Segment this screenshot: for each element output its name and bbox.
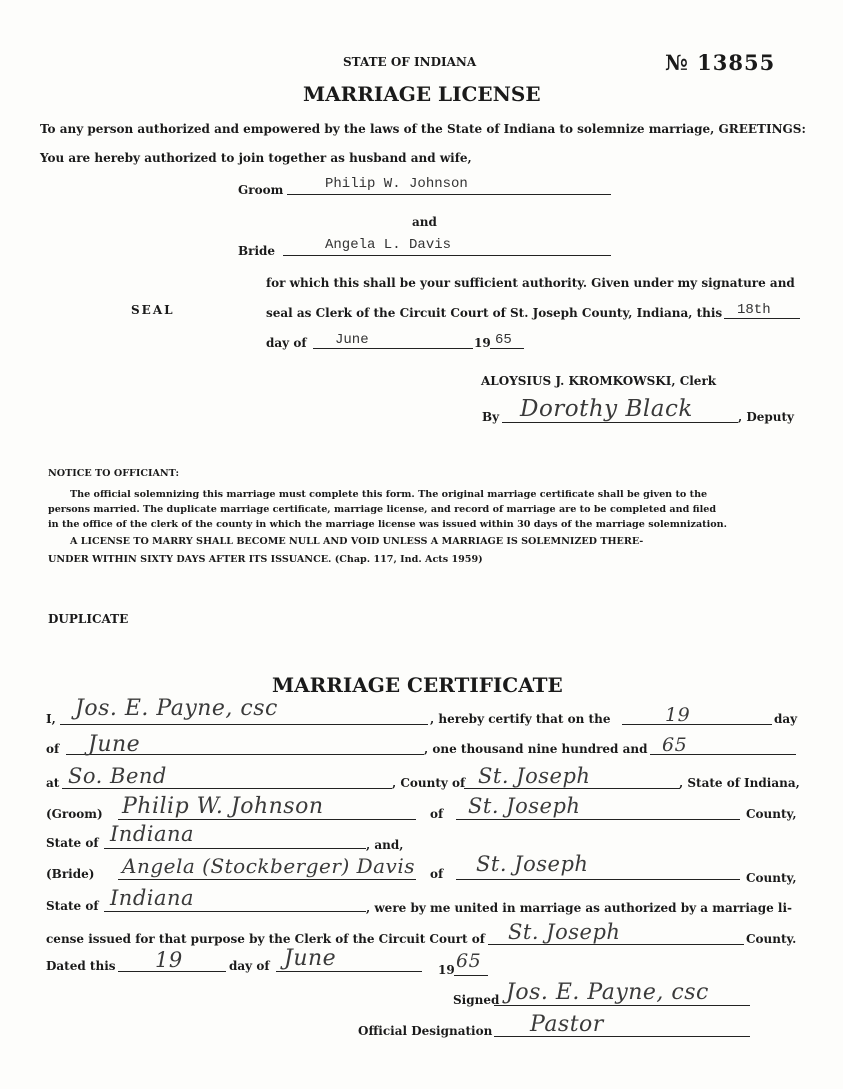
designation-label: Official Designation <box>358 1024 493 1038</box>
year-line <box>490 348 524 349</box>
officiant-line <box>60 724 428 725</box>
bride-state: Indiana <box>110 886 195 910</box>
cert-bride-line <box>118 879 416 880</box>
dated-label: Dated this <box>46 959 116 973</box>
duplicate-label: DUPLICATE <box>48 612 129 626</box>
deputy-line <box>502 422 738 423</box>
designation: Pastor <box>530 1012 604 1037</box>
groom-of-label: of <box>430 807 444 821</box>
groom-county: St. Joseph <box>468 794 581 818</box>
cert-groom-line <box>118 819 416 820</box>
certificate-title: MARRIAGE CERTIFICATE <box>272 673 563 697</box>
clerk-name: ALOYSIUS J. KROMKOWSKI, Clerk <box>481 374 717 388</box>
day-line <box>724 318 800 319</box>
groom-label: (Groom) <box>46 807 103 821</box>
authority-line-1: for which this shall be your sufficient authority. Given under my signature and <box>266 276 795 290</box>
license-day: 18th <box>737 302 771 318</box>
county-line <box>464 788 680 789</box>
cert-month: June <box>88 732 141 757</box>
seal-label: SEAL <box>131 303 175 317</box>
cense-text: cense issued for that purpose by the Clerk of the Circuit Court of <box>46 932 485 946</box>
authority-line-2: seal as Clerk of the Circuit Court of St. Joseph County, Indiana, this <box>266 306 723 320</box>
notice-line-1: The official solemnizing this marriage must complete this form. The original marriage certificate shall be given to the <box>70 489 708 500</box>
county-end: County. <box>746 932 797 946</box>
bride-county: St. Joseph <box>476 852 589 876</box>
bride-state-line <box>104 911 366 912</box>
groom-county-line <box>456 819 740 820</box>
authorized-text: You are hereby authorized to join together as husband and wife, <box>40 151 472 165</box>
notice-line-5: UNDER WITHIN SIXTY DAYS AFTER ITS ISSUANCE. (Chap. 117, Ind. Acts 1959) <box>48 554 483 565</box>
deputy-label: , Deputy <box>738 410 795 424</box>
day-of-label: day of <box>229 959 270 973</box>
groom-line <box>287 194 611 195</box>
license-county-line <box>488 944 744 945</box>
thousand-text: , one thousand nine hundred and <box>424 742 648 756</box>
groom-county-label: County, <box>746 807 797 821</box>
deputy-signature: Dorothy Black <box>520 396 693 422</box>
year-prefix: 19 <box>474 336 491 350</box>
of-label: of <box>46 742 60 756</box>
county-of-label: , County of <box>392 776 466 790</box>
certify-text: , hereby certify that on the <box>430 712 611 726</box>
and-comma: , and, <box>366 838 404 852</box>
cert-day-line <box>622 724 772 725</box>
license-county: St. Joseph <box>508 920 621 944</box>
state-heading: STATE OF INDIANA <box>343 55 477 69</box>
officiant-name: Jos. E. Payne, csc <box>75 696 278 721</box>
cert-county: St. Joseph <box>478 764 591 788</box>
bride-line <box>283 255 611 256</box>
cert-year: 65 <box>662 734 688 756</box>
greeting-text: To any person authorized and empowered by the laws of the State of Indiana to solemnize marriage, GREETINGS: <box>40 122 806 136</box>
dated-year-line <box>454 975 488 976</box>
dated-month-line <box>276 971 422 972</box>
place-line <box>62 788 392 789</box>
day-of-label: day of <box>266 336 307 350</box>
bride-of-label: of <box>430 867 444 881</box>
cert-bride: Angela (Stockberger) Davis <box>122 854 416 878</box>
notice-heading: NOTICE TO OFFICIANT: <box>48 468 180 479</box>
groom-name: Philip W. Johnson <box>325 176 468 192</box>
bride-label: Bride <box>238 244 276 258</box>
state-of-label: State of <box>46 836 99 850</box>
license-number: № 13855 <box>665 50 776 75</box>
officiant-signature: Jos. E. Payne, csc <box>506 980 709 1005</box>
signed-label: Signed <box>453 993 500 1007</box>
cert-groom: Philip W. Johnson <box>122 794 324 819</box>
united-text: , were by me united in marriage as authorized by a marriage li- <box>366 901 792 915</box>
i-label: I, <box>46 712 56 726</box>
notice-line-4: A LICENSE TO MARRY SHALL BECOME NULL AND VOID UNLESS A MARRIAGE IS SOLEMNIZED THERE- <box>70 536 644 547</box>
dated-year: 65 <box>456 950 482 972</box>
dated-month: June <box>284 946 337 971</box>
and-text: and <box>412 215 437 229</box>
day-label: day <box>774 712 798 726</box>
license-month: June <box>335 332 369 348</box>
cert-day: 19 <box>665 704 691 726</box>
bride-county-label: County, <box>746 871 797 885</box>
groom-state-line <box>104 848 366 849</box>
bride-county-line <box>456 879 740 880</box>
groom-state: Indiana <box>110 822 195 846</box>
at-label: at <box>46 776 60 790</box>
bride-label: (Bride) <box>46 867 95 881</box>
dated-day: 19 <box>155 948 183 972</box>
notice-line-2: persons married. The duplicate marriage certificate, marriage license, and record of marriage are to be completed and filed <box>48 504 717 515</box>
license-title: MARRIAGE LICENSE <box>303 82 541 106</box>
notice-line-3: in the office of the clerk of the county in which the marriage license was issued within 30 days of the marriage solemnization. <box>48 519 727 530</box>
dated-year-prefix: 19 <box>438 963 455 977</box>
state-of-indiana-text: , State of Indiana, <box>679 776 800 790</box>
bride-state-of-label: State of <box>46 899 99 913</box>
signature-line <box>494 1005 750 1006</box>
groom-label: Groom <box>238 183 284 197</box>
by-label: By <box>482 410 500 424</box>
license-year: 65 <box>495 332 512 348</box>
cert-place: So. Bend <box>68 764 167 788</box>
month-line <box>313 348 473 349</box>
bride-name: Angela L. Davis <box>325 237 452 253</box>
